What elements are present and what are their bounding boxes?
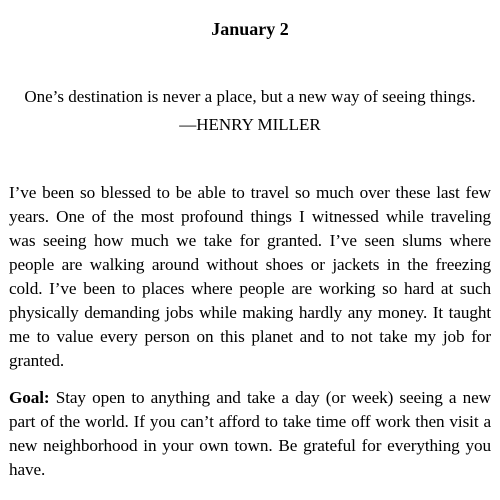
body-paragraph: I’ve been so blessed to be able to travel so much over these last few years. One of the most profound things I witnessed while traveling was seeing how much we take for granted. I’ve seen slums where people are walking around without shoes or jackets in the freezing cold. I’ve been to places where people are working so hard at such physically demanding jobs while making hardly any money. It taught me to value every person on this planet and to not take my job for granted.: [9, 183, 491, 370]
epigraph-quote: One’s destination is never a place, but a new way of seeing things.: [24, 87, 476, 106]
goal-paragraph: [9, 386, 491, 482]
quote-attribution: —HENRY MILLER: [179, 115, 321, 134]
goal-label: Goal:: [9, 388, 50, 407]
goal-text: Stay open to anything and take a day (or week) seeing a new part of the world. If you can’t afford to take time off work then visit a new neighborhood in your own town. Be grateful for everything you have.: [9, 388, 491, 479]
date-heading: January 2: [211, 19, 289, 39]
